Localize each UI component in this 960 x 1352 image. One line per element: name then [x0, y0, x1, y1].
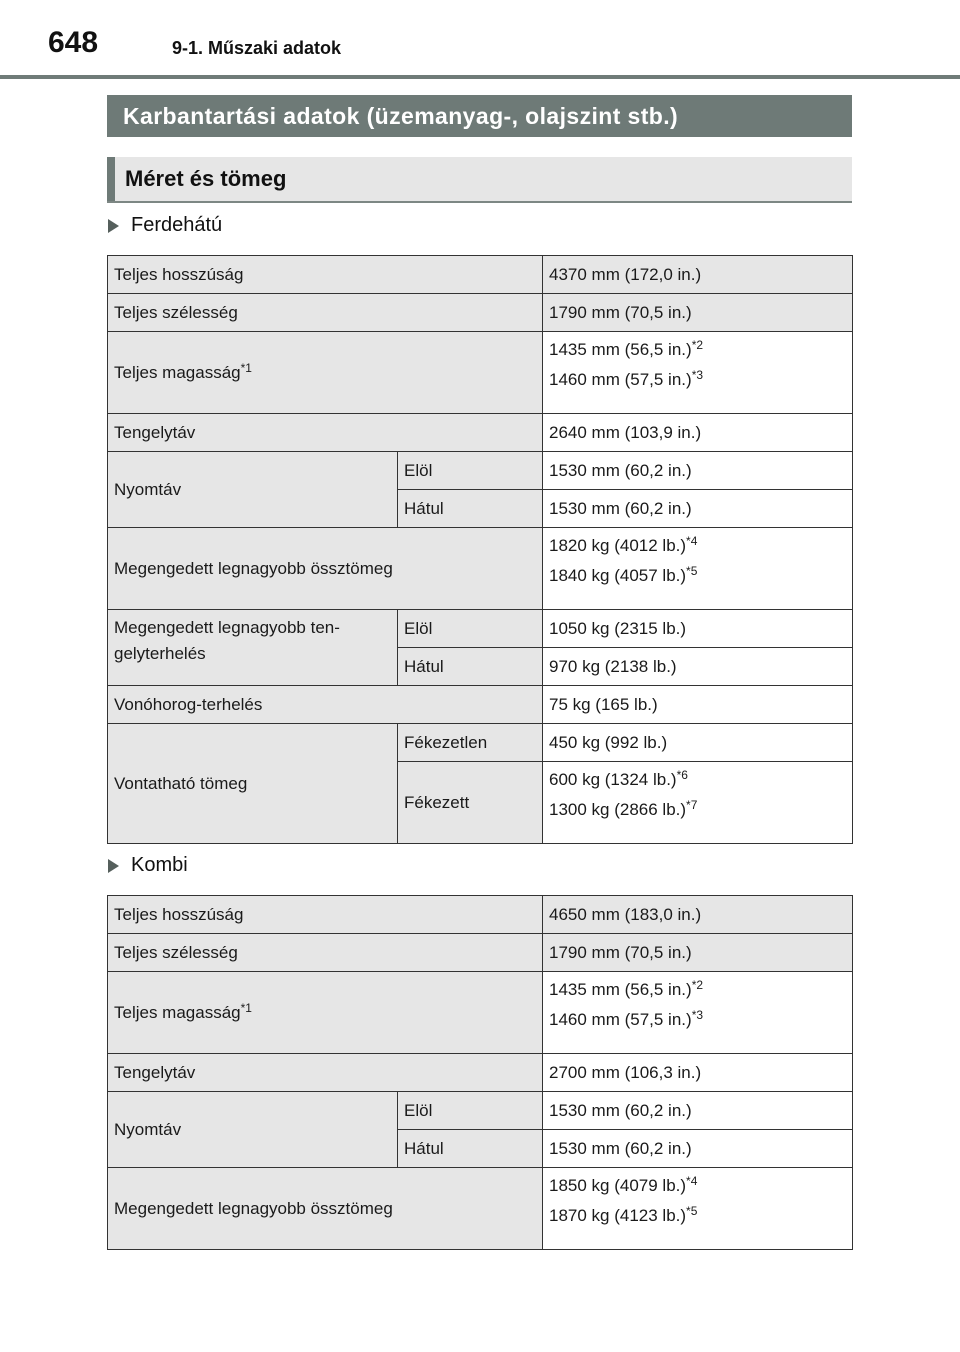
row-label [108, 332, 543, 414]
row-label: Teljes szélesség [108, 294, 543, 332]
row-value: 4370 mm (172,0 in.) [543, 256, 853, 294]
value-line: 1840 kg (4057 lb.) [549, 566, 687, 585]
row-value: 1790 mm (70,5 in.) [543, 294, 853, 332]
value-line: 600 kg (1324 lb.) [549, 770, 677, 789]
value-line: 1435 mm (56,5 in.) [549, 980, 692, 999]
table-row [108, 1054, 853, 1092]
row-label: Vontatható tömeg [108, 724, 398, 844]
chapter-banner: Karbantartási adatok (üzemanyag-, olajszint stb.) [107, 95, 852, 137]
sub-label: Hátul [398, 490, 543, 528]
row-label: Tengelytáv [108, 414, 543, 452]
page-header [0, 0, 960, 78]
height-label: Teljes magasság [114, 1002, 241, 1022]
variant-title: Ferdehátú [131, 214, 223, 236]
row-label: Megengedett legnagyobb össztömeg [108, 1168, 543, 1250]
row-label: Teljes hosszúság [108, 256, 543, 294]
table-row [108, 1168, 853, 1250]
row-label [108, 972, 543, 1054]
row-label [108, 610, 398, 686]
footnote-ref: *7 [686, 798, 698, 812]
value-line: 1850 kg (4079 lb.) [549, 1176, 687, 1195]
value-line: 1870 kg (4123 lb.) [549, 1206, 687, 1225]
footnote-ref: *3 [691, 1008, 704, 1022]
sub-label: Hátul [398, 648, 543, 686]
sub-label: Elöl [398, 610, 543, 648]
section-title: 9-1. Műszaki adatok [172, 38, 342, 58]
row-value: 75 kg (165 lb.) [543, 686, 853, 724]
label-line: Megengedett legnagyobb ten- [114, 618, 340, 637]
page-number: 648 [48, 26, 99, 59]
footnote-ref: *5 [686, 1204, 698, 1218]
variant-title: Kombi [131, 854, 188, 876]
table-row [108, 934, 853, 972]
table-row [108, 610, 853, 648]
table-row [108, 294, 853, 332]
sub-label: Elöl [398, 452, 543, 490]
row-value: 1530 mm (60,2 in.) [543, 1130, 853, 1168]
row-value: 1790 mm (70,5 in.) [543, 934, 853, 972]
row-value: 4650 mm (183,0 in.) [543, 896, 853, 934]
row-label: Vonóhorog-terhelés [108, 686, 543, 724]
label-line: gelyterhelés [114, 644, 206, 663]
row-value [543, 332, 853, 414]
triangle-bullet-icon [108, 859, 119, 873]
footnote-ref: *2 [691, 338, 704, 352]
variant-heading-hatchback [108, 214, 222, 237]
row-value [543, 528, 853, 610]
table-row [108, 1092, 853, 1130]
footnote-ref: *4 [686, 1174, 698, 1188]
row-value [543, 972, 853, 1054]
height-label: Teljes magasság [114, 362, 241, 382]
sub-label: Hátul [398, 1130, 543, 1168]
variant-heading-wagon [108, 854, 188, 877]
value-line: 1460 mm (57,5 in.) [549, 370, 692, 389]
subheading-accent-bar [107, 157, 115, 201]
row-value: 450 kg (992 lb.) [543, 724, 853, 762]
row-value: 1530 mm (60,2 in.) [543, 490, 853, 528]
row-label: Tengelytáv [108, 1054, 543, 1092]
footnote-ref: *5 [686, 564, 698, 578]
table-row [108, 896, 853, 934]
row-value: 1530 mm (60,2 in.) [543, 1092, 853, 1130]
row-value [543, 1168, 853, 1250]
subheading [107, 157, 852, 203]
table-row [108, 528, 853, 610]
footnote-ref: *1 [240, 360, 252, 375]
row-label: Teljes hosszúság [108, 896, 543, 934]
row-label: Megengedett legnagyobb össztömeg [108, 528, 543, 610]
spec-table-wagon [107, 895, 853, 1250]
value-line: 1300 kg (2866 lb.) [549, 800, 687, 819]
row-label: Teljes szélesség [108, 934, 543, 972]
row-label: Nyomtáv [108, 452, 398, 528]
table-row [108, 686, 853, 724]
footnote-ref: *1 [240, 1000, 252, 1015]
subheading-title: Méret és tömeg [125, 166, 287, 191]
table-row [108, 256, 853, 294]
footnote-ref: *6 [676, 768, 688, 782]
table-row [108, 332, 853, 414]
value-line: 1435 mm (56,5 in.) [549, 340, 692, 359]
footnote-ref: *2 [691, 978, 704, 992]
row-value: 970 kg (2138 lb.) [543, 648, 853, 686]
row-value: 1530 mm (60,2 in.) [543, 452, 853, 490]
value-line: 1820 kg (4012 lb.) [549, 536, 687, 555]
sub-label: Fékezetlen [398, 724, 543, 762]
triangle-bullet-icon [108, 219, 119, 233]
footnote-ref: *3 [691, 368, 704, 382]
row-value: 2640 mm (103,9 in.) [543, 414, 853, 452]
row-value: 1050 kg (2315 lb.) [543, 610, 853, 648]
table-row [108, 414, 853, 452]
row-label: Nyomtáv [108, 1092, 398, 1168]
spec-table-hatchback [107, 255, 853, 844]
value-line: 1460 mm (57,5 in.) [549, 1010, 692, 1029]
sub-label: Elöl [398, 1092, 543, 1130]
row-value [543, 762, 853, 844]
table-row [108, 724, 853, 762]
sub-label: Fékezett [398, 762, 543, 844]
table-row [108, 452, 853, 490]
table-row [108, 972, 853, 1054]
header-divider [0, 75, 960, 79]
footnote-ref: *4 [686, 534, 698, 548]
row-value: 2700 mm (106,3 in.) [543, 1054, 853, 1092]
